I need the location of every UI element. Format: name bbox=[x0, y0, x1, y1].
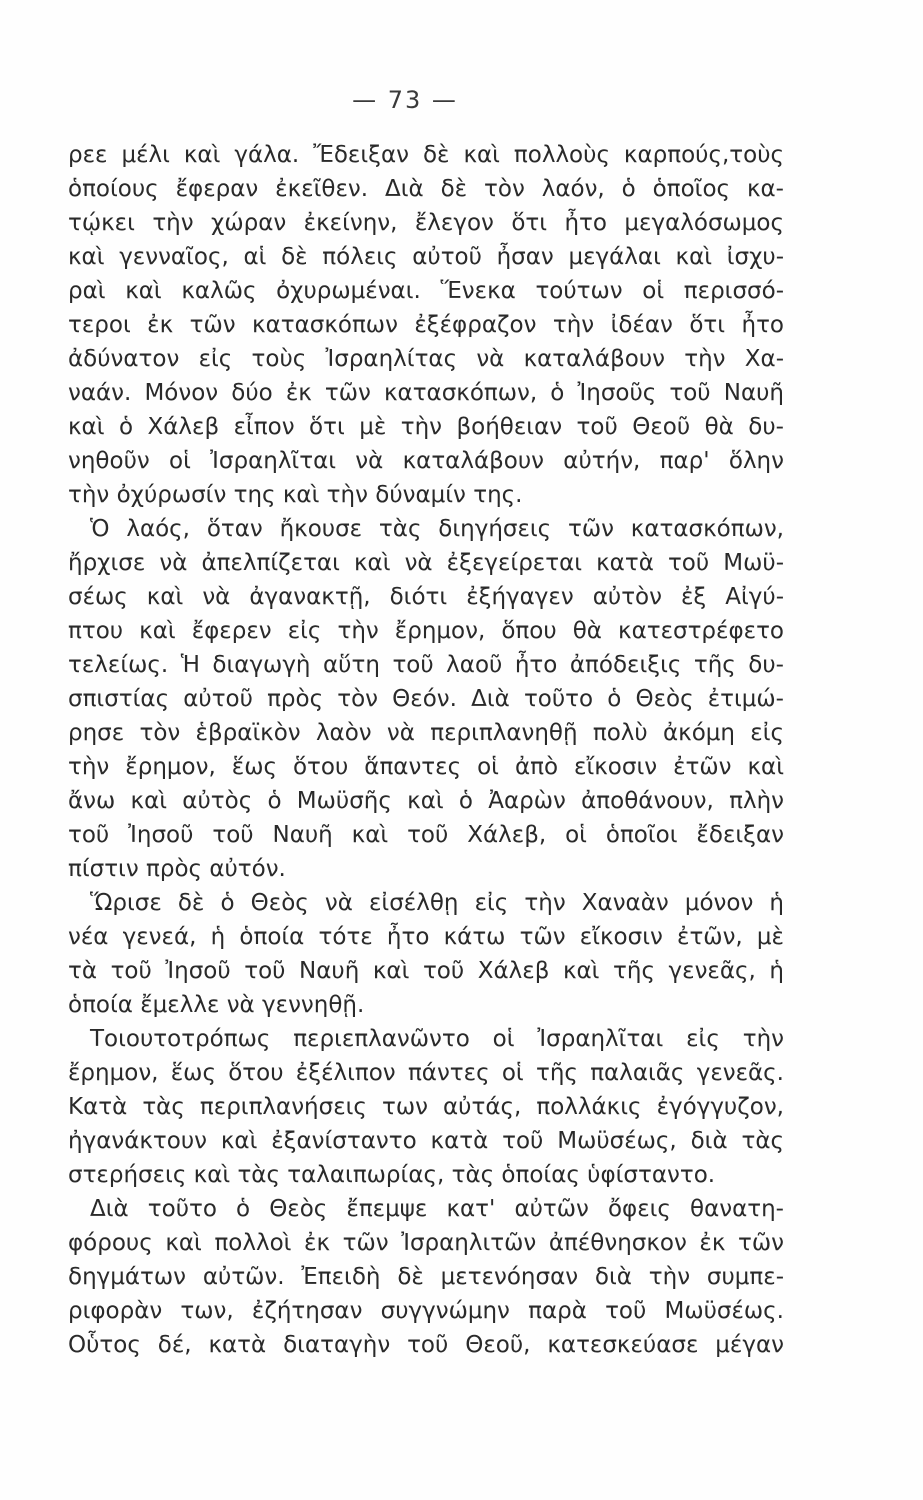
text-line: Τοιουτοτρόπως περιεπλανῶντο οἱ Ἰσραηλῖται εἰς τὴν bbox=[90, 1026, 784, 1052]
text-line: Διὰ τοῦτο ὁ Θεὸς ἔπεμψε κατ' αὐτῶν ὄφεις θανατη- bbox=[90, 1196, 784, 1222]
text-line: τελείως. Ἡ διαγωγὴ αὕτη τοῦ λαοῦ ἦτο ἀπόδειξις τῆς δυ- bbox=[68, 652, 784, 678]
text-line: ἀδύνατον εἰς τοὺς Ἰσραηλίτας νὰ καταλάβουν τὴν Χα- bbox=[68, 346, 784, 372]
text-line: σπιστίας αὐτοῦ πρὸς τὸν Θεόν. Διὰ τοῦτο ὁ Θεὸς ἐτιμώ- bbox=[68, 686, 784, 712]
text-line: Ὁ λαός, ὅταν ἤκουσε τὰς διηγήσεις τῶν κατασκόπων, bbox=[90, 516, 784, 542]
text-line: φόρους καὶ πολλοὶ ἐκ τῶν Ἰσραηλιτῶν ἀπέθνησκον ἐκ τῶν bbox=[68, 1230, 784, 1256]
text-line: ἄνω καὶ αὐτὸς ὁ Μωϋσῆς καὶ ὁ Ἀαρὼν ἀποθάνουν, πλὴν bbox=[68, 788, 784, 814]
text-line: νηθοῦν οἱ Ἰσραηλῖται νὰ καταλάβουν αὐτήν, παρ' ὅλην bbox=[68, 448, 784, 474]
text-line: ὁποία ἔμελλε νὰ γεννηθῇ. bbox=[68, 992, 365, 1018]
text-line: ἠγανάκτουν καὶ ἐξανίσταντο κατὰ τοῦ Μωϋσέως, διὰ τὰς bbox=[68, 1128, 784, 1154]
text-line: σέως καὶ νὰ ἀγανακτῇ, διότι ἐξήγαγεν αὐτὸν ἐξ Αἰγύ- bbox=[68, 584, 784, 610]
text-line: καὶ γενναῖος, αἱ δὲ πόλεις αὐτοῦ ἦσαν μεγάλαι καὶ ἰσχυ- bbox=[68, 244, 784, 270]
text-line: νέα γενεά, ἡ ὁποία τότε ἦτο κάτω τῶν εἴκοσιν ἐτῶν, μὲ bbox=[68, 924, 784, 950]
text-line: ἔρημον, ἕως ὅτου ἐξέλιπον πάντες οἱ τῆς παλαιᾶς γενεᾶς. bbox=[68, 1060, 784, 1086]
text-line: ριφορὰν των, ἐζήτησαν συγγνώμην παρὰ τοῦ Μωϋσέως. bbox=[68, 1298, 784, 1324]
text-line: τεροι ἐκ τῶν κατασκόπων ἐξέφραζον τὴν ἰδέαν ὅτι ἦτο bbox=[68, 312, 784, 338]
body-text bbox=[68, 138, 784, 1362]
text-line: ρεε μέλι καὶ γάλα. Ἔδειξαν δὲ καὶ πολλοὺς καρπούς,τοὺς bbox=[68, 142, 784, 168]
text-line: ὁποίους ἔφεραν ἐκεῖθεν. Διὰ δὲ τὸν λαόν, ὁ ὁποῖος κα- bbox=[68, 176, 784, 202]
page-number: — 73 — bbox=[352, 86, 458, 114]
text-line: ραὶ καὶ καλῶς ὀχυρωμέναι. Ἕνεκα τούτων οἱ περισσό- bbox=[68, 278, 784, 304]
text-line: τὰ τοῦ Ἰησοῦ τοῦ Ναυῆ καὶ τοῦ Χάλεβ καὶ τῆς γενεᾶς, ἡ bbox=[68, 958, 784, 984]
text-line: στερήσεις καὶ τὰς ταλαιπωρίας, τὰς ὁποίας ὑφίσταντο. bbox=[68, 1162, 716, 1188]
text-line: Κατὰ τὰς περιπλανήσεις των αὐτάς, πολλάκις ἐγόγγυζον, bbox=[68, 1094, 784, 1120]
text-line: Οὗτος δέ, κατὰ διαταγὴν τοῦ Θεοῦ, κατεσκεύασε μέγαν bbox=[68, 1332, 784, 1358]
text-line: ναάν. Μόνον δύο ἐκ τῶν κατασκόπων, ὁ Ἰησοῦς τοῦ Ναυῆ bbox=[68, 380, 784, 406]
text-line: καὶ ὁ Χάλεβ εἶπον ὅτι μὲ τὴν βοήθειαν τοῦ Θεοῦ θὰ δυ- bbox=[68, 414, 784, 440]
text-line: ρησε τὸν ἑβραϊκὸν λαὸν νὰ περιπλανηθῇ πολὺ ἀκόμη εἰς bbox=[68, 720, 784, 746]
text-line: πτου καὶ ἔφερεν εἰς τὴν ἔρημον, ὅπου θὰ κατεστρέφετο bbox=[68, 618, 784, 644]
text-line: τὴν ἔρημον, ἕως ὅτου ἅπαντες οἱ ἀπὸ εἴκοσιν ἐτῶν καὶ bbox=[68, 754, 784, 780]
text-line: ἤρχισε νὰ ἀπελπίζεται καὶ νὰ ἐξεγείρεται κατὰ τοῦ Μωϋ- bbox=[68, 550, 784, 576]
text-line: δηγμάτων αὐτῶν. Ἐπειδὴ δὲ μετενόησαν διὰ τὴν συμπε- bbox=[68, 1264, 784, 1290]
text-line: πίστιν πρὸς αὐτόν. bbox=[68, 856, 286, 882]
text-line: Ὥρισε δὲ ὁ Θεὸς νὰ εἰσέλθῃ εἰς τὴν Χαναὰν μόνον ἡ bbox=[90, 890, 784, 916]
text-line: τοῦ Ἰησοῦ τοῦ Ναυῆ καὶ τοῦ Χάλεβ, οἱ ὁποῖοι ἔδειξαν bbox=[68, 822, 784, 848]
text-line: τὴν ὀχύρωσίν της καὶ τὴν δύναμίν της. bbox=[68, 482, 523, 508]
text-line: τῴκει τὴν χώραν ἐκείνην, ἔλεγον ὅτι ἦτο μεγαλόσωμος bbox=[68, 210, 784, 236]
